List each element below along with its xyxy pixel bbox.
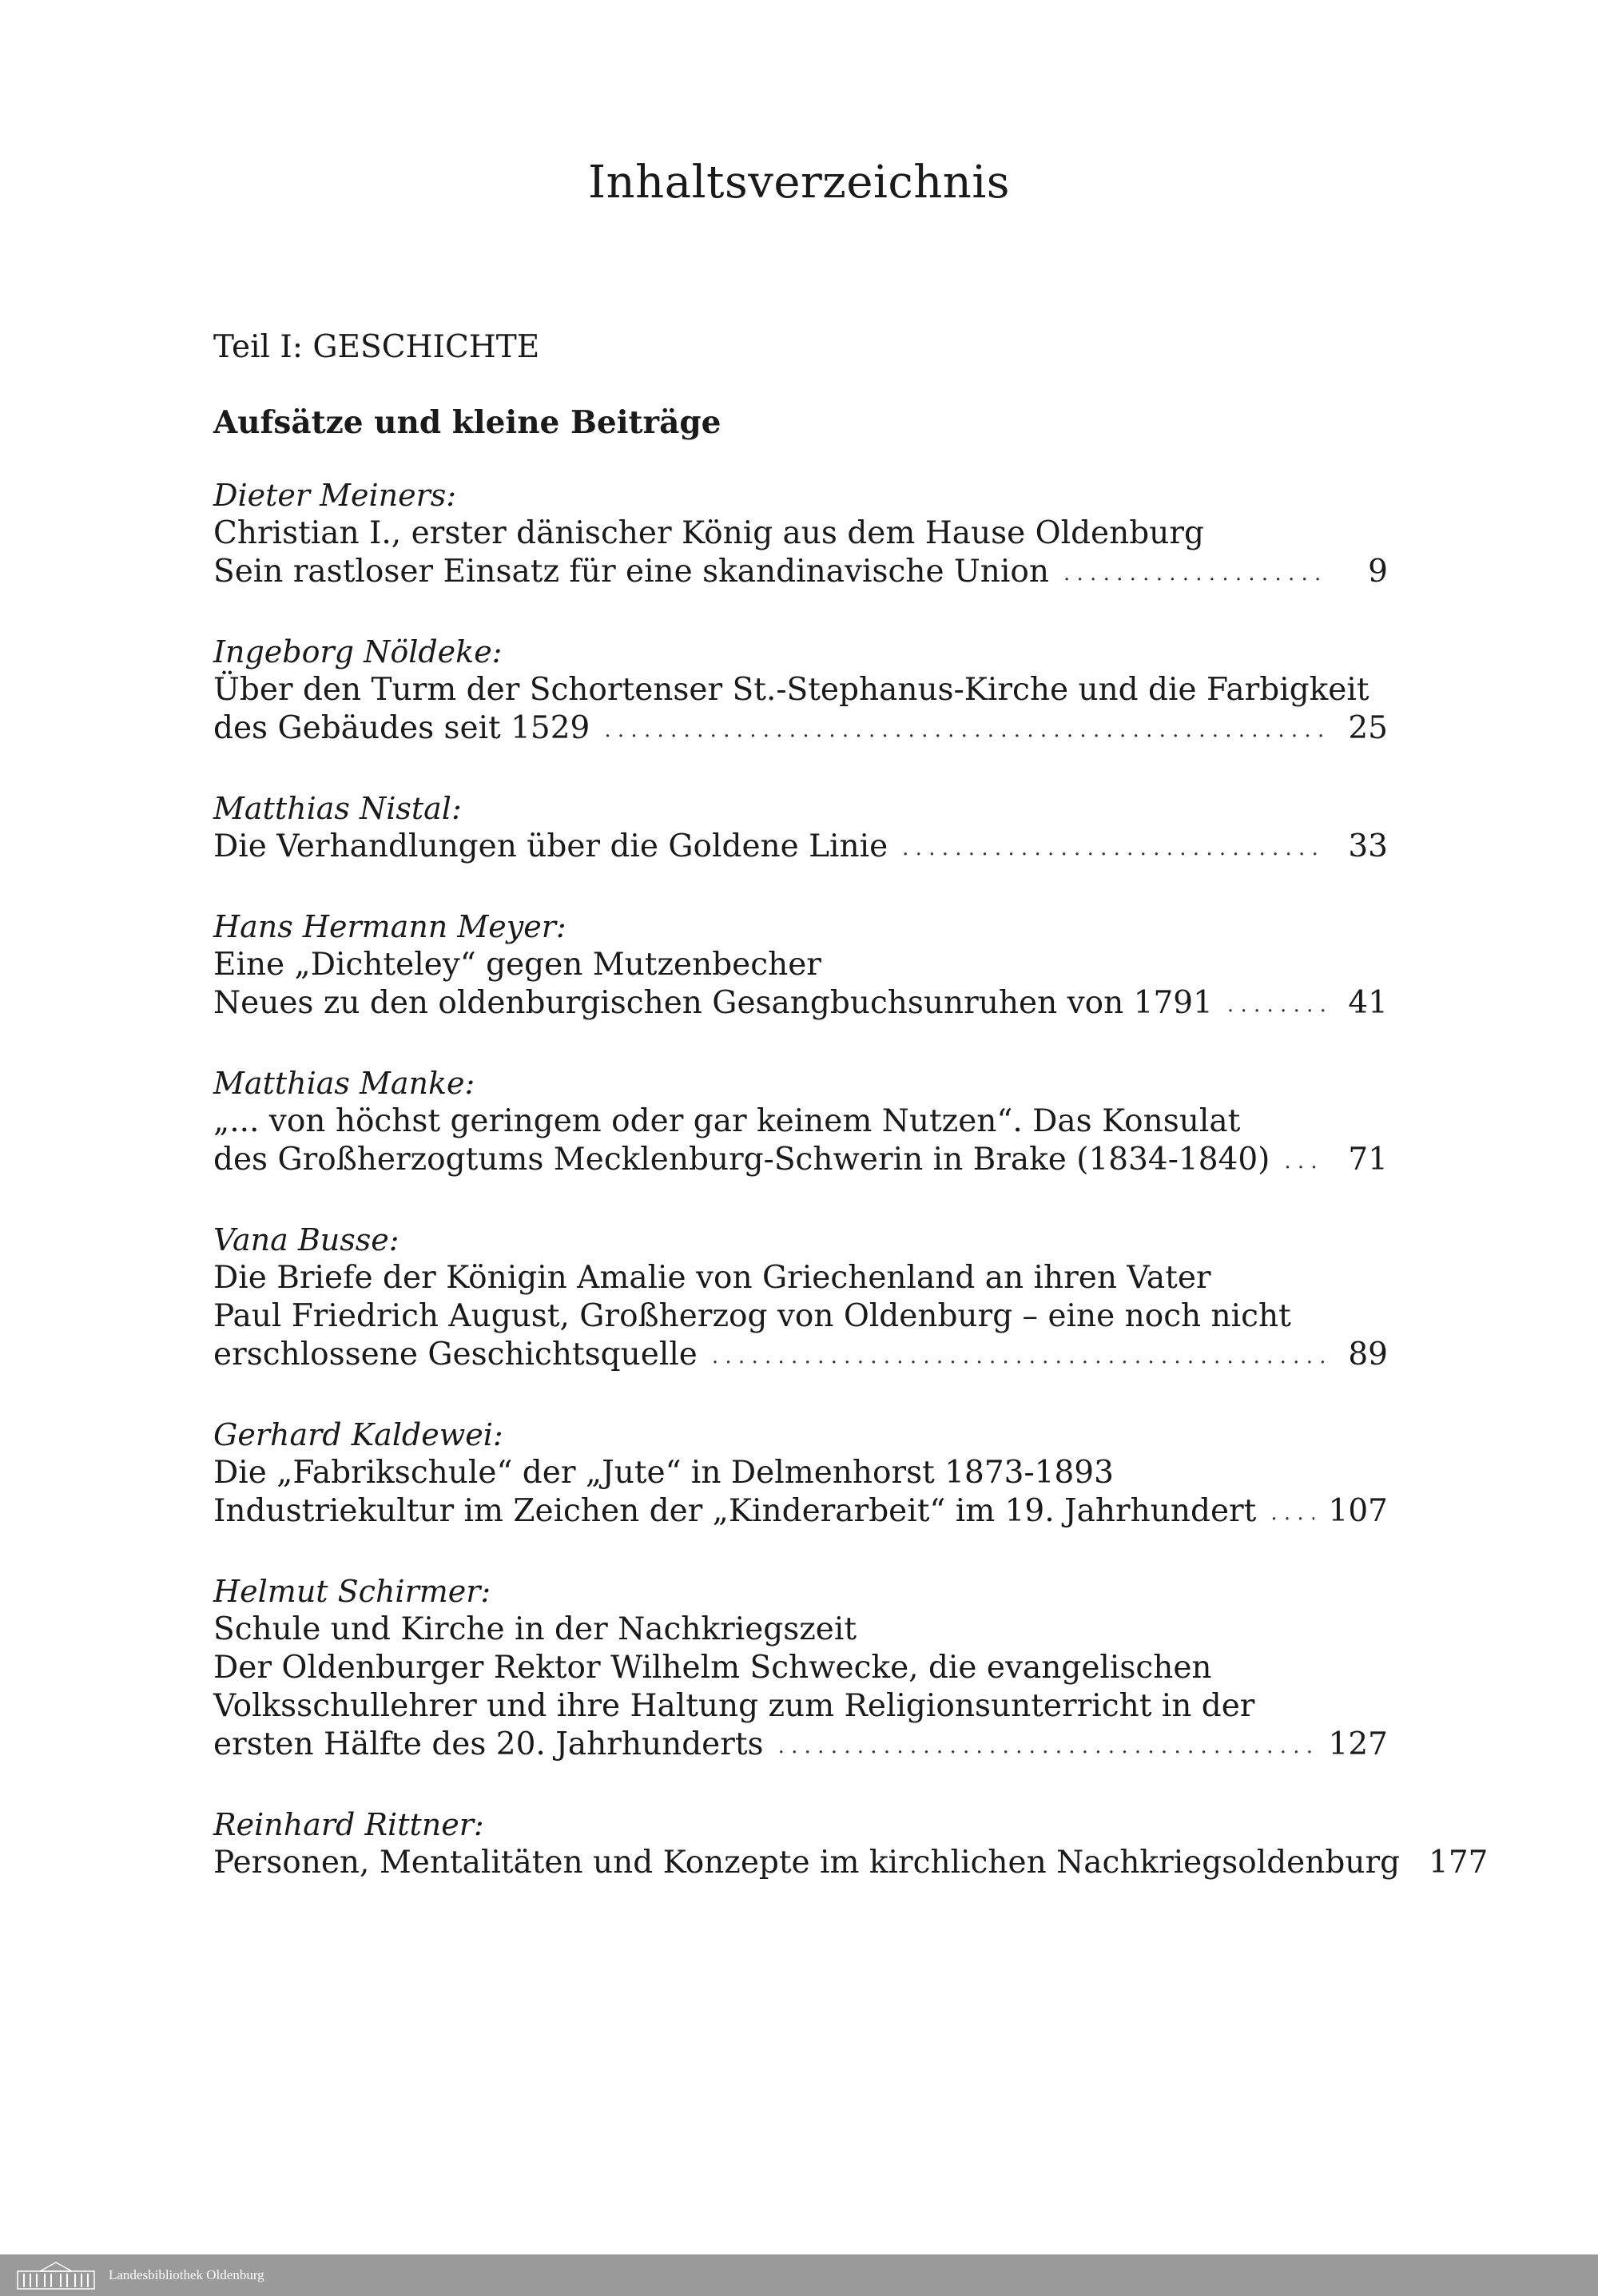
dot-leader [778, 1727, 1314, 1766]
entry-title-line: Industriekultur im Zeichen der „Kinderarbeit“ im 19. Jahrhundert [213, 1493, 1257, 1529]
entry-author: Vana Busse: [213, 1222, 400, 1257]
footer-library-name: Landesbibliothek Oldenburg [109, 2267, 264, 2282]
toc-entry [213, 908, 1388, 1026]
page-number: 127 [1328, 1726, 1388, 1762]
entry-title-line: des Gebäudes seit 1529 [213, 710, 590, 746]
entry-author: Hans Hermann Meyer: [213, 909, 566, 944]
entry-title-line: Der Oldenburger Rektor Wilhelm Schwecke, die evangelischen [213, 1650, 1212, 1686]
entry-title-line: Volksschullehrer und ihre Haltung zum Religionsunterricht in der [213, 1688, 1255, 1724]
entry-title-line: Neues zu den oldenburgischen Gesangbuchsunruhen von 1791 [213, 985, 1213, 1021]
dot-leader [1284, 1142, 1326, 1181]
entry-last-line [213, 1726, 1388, 1767]
entry-title-line: erschlossene Geschichtsquelle [213, 1337, 698, 1372]
entry-title-line: Eine „Dichteley“ gegen Mutzenbecher [213, 947, 821, 983]
library-building-icon [16, 2260, 96, 2290]
page-number: 41 [1348, 985, 1388, 1021]
page-number: 89 [1348, 1337, 1388, 1372]
entry-title-line: Christian I., erster dänischer König aus dem Hause Oldenburg [213, 515, 1204, 551]
page-number: 71 [1348, 1142, 1388, 1178]
table-of-contents [213, 324, 1489, 1885]
dot-leader [902, 829, 1326, 868]
dot-leader [604, 711, 1326, 749]
footer-bar [0, 2254, 1598, 2296]
page-number: 25 [1348, 710, 1388, 746]
entry-last-line [213, 709, 1388, 751]
toc-entry [213, 1805, 1489, 1885]
dot-leader [1063, 554, 1326, 593]
entry-title-line: des Großherzogtums Mecklenburg-Schwerin in Brake (1834-1840) [213, 1142, 1270, 1178]
entry-author: Ingeborg Nöldeke: [213, 634, 503, 669]
entry-title-line: „... von höchst geringem oder gar keinem Nutzen“. Das Konsulat [213, 1103, 1241, 1139]
entry-title-line: Personen, Mentalitäten und Konzepte im kirchlichen Nachkriegsoldenburg [213, 1845, 1401, 1881]
toc-entry [213, 1572, 1388, 1767]
page-number: 107 [1328, 1493, 1388, 1529]
entry-title-line: Die Verhandlungen über die Goldene Linie [213, 828, 888, 864]
page-number: 9 [1368, 554, 1388, 590]
entry-title-line: Sein rastloser Einsatz für eine skandinavische Union [213, 554, 1049, 590]
entry-last-line [213, 1336, 1388, 1377]
entry-last-line [213, 1141, 1388, 1182]
dot-leader [712, 1337, 1326, 1376]
toc-entries [213, 476, 1489, 1885]
entry-title-line: ersten Hälfte des 20. Jahrhunderts [213, 1726, 764, 1762]
toc-entry [213, 476, 1388, 594]
entry-author: Helmut Schirmer: [213, 1574, 491, 1609]
page-number: 33 [1348, 828, 1388, 864]
entry-last-line [213, 984, 1388, 1026]
dot-leader [1270, 1494, 1314, 1532]
entry-author: Matthias Nistal: [213, 791, 462, 826]
entry-author: Reinhard Rittner: [213, 1807, 484, 1842]
page-number: 177 [1429, 1845, 1489, 1881]
entry-author: Dieter Meiners: [213, 478, 457, 513]
entry-title-line: Paul Friedrich August, Großherzog von Oldenburg – eine noch nicht [213, 1298, 1291, 1334]
entry-author: Matthias Manke: [213, 1066, 475, 1101]
entry-title-line: Über den Turm der Schortenser St.-Stephanus-Kirche und die Farbigkeit [213, 672, 1369, 708]
part-heading: Teil I: GESCHICHTE [213, 329, 540, 365]
entry-title-line: Die Briefe der Königin Amalie von Griechenland an ihren Vater [213, 1260, 1211, 1296]
entry-last-line [213, 1492, 1388, 1534]
toc-entry [213, 1416, 1388, 1534]
entry-author: Gerhard Kaldewei: [213, 1417, 503, 1452]
dot-leader [1227, 986, 1326, 1024]
toc-entry [213, 1221, 1388, 1377]
page-title: Inhaltsverzeichnis [587, 157, 1011, 209]
entry-title-line: Die „Fabrikschule“ der „Jute“ in Delmenhorst 1873-1893 [213, 1455, 1114, 1491]
section-heading: Aufsätze und kleine Beiträge [213, 404, 721, 441]
entry-last-line [213, 1844, 1489, 1885]
entry-title-line: Schule und Kirche in der Nachkriegszeit [213, 1611, 857, 1647]
toc-entry [213, 789, 1388, 869]
entry-last-line [213, 553, 1388, 594]
entry-last-line [213, 828, 1388, 869]
toc-entry [213, 1064, 1388, 1182]
toc-entry [213, 633, 1388, 751]
